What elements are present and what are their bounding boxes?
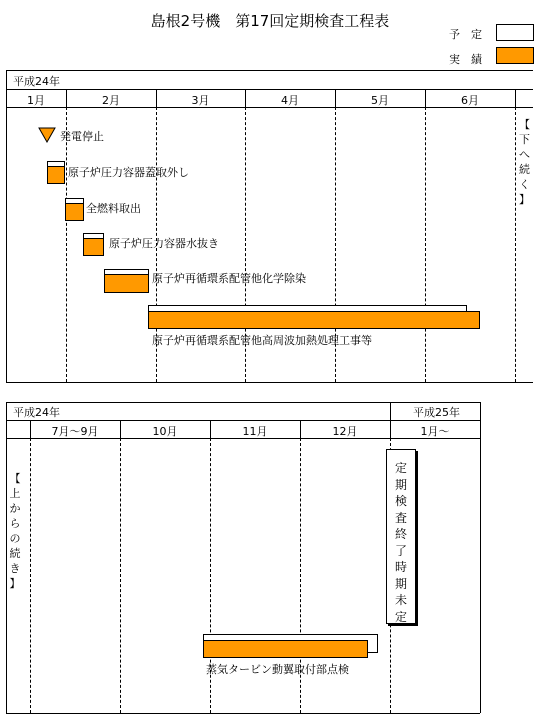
- triangle-marker-icon: [38, 127, 56, 143]
- part2-month-gridline: [30, 438, 31, 713]
- part1-era-divider: [6, 89, 533, 90]
- part2-month-label: 1月～: [420, 425, 450, 438]
- task-actual-bar-decon: [104, 274, 149, 293]
- part1-month-label: 3月: [191, 94, 210, 107]
- part1-month-gridline: [66, 107, 67, 382]
- part2-continue-note: 【 上 か ら の 続 き 】: [9, 472, 21, 590]
- task-actual-bar-turbine: [203, 640, 368, 658]
- part1-month-label: 6月: [461, 94, 479, 107]
- part2-era-divider: [6, 420, 480, 421]
- part2-era-sep: [390, 402, 391, 420]
- part1-month-label: 1月: [27, 94, 45, 107]
- task-actual-bar-induction: [148, 311, 480, 329]
- part2-era-left: 平成24年: [13, 406, 60, 419]
- task-label-stop: 発電停止: [60, 130, 104, 143]
- part1-era: 平成24年: [13, 75, 60, 88]
- legend-plan-label: 予 定: [449, 28, 482, 41]
- legend-actual-label: 実 績: [449, 53, 482, 66]
- part1-month-sep: [515, 89, 516, 107]
- part1-month-label: 5月: [371, 94, 389, 107]
- part2-bottom-border: [6, 713, 480, 714]
- inspection-end-undecided-box: [386, 449, 416, 624]
- part2-month-gridline: [120, 438, 121, 713]
- part2-month-label: 10月: [152, 425, 178, 438]
- part2-top-border: [6, 402, 480, 403]
- part1-month-label: 4月: [281, 94, 299, 107]
- page-title: 島根2号機 第17回定期検査工程表: [150, 12, 390, 30]
- part1-bottom-border: [6, 382, 533, 383]
- part1-top-border: [6, 70, 533, 71]
- task-actual-bar-fuel: [65, 203, 84, 221]
- task-label-fuel: 全燃料取出: [86, 202, 141, 215]
- task-actual-bar-drain: [83, 238, 104, 256]
- task-label-turbine: 蒸気タービン動翼取付部点検: [206, 663, 349, 676]
- part2-era-right: 平成25年: [413, 406, 460, 419]
- part1-left-border: [6, 70, 7, 382]
- task-label-lid: 原子炉圧力容器蓋取外し: [68, 166, 189, 179]
- part1-month-gridline: [425, 107, 426, 382]
- legend-actual-swatch: [496, 47, 534, 64]
- part1-continue-note: 【 下 へ 続 く 】: [519, 118, 530, 206]
- task-label-drain: 原子炉圧力容器水抜き: [109, 237, 219, 250]
- part2-month-label: 7月～9月: [51, 425, 99, 438]
- task-label-decon: 原子炉再循環系配管他化学除染: [152, 272, 306, 285]
- task-actual-bar-lid: [47, 166, 65, 184]
- part2-month-label: 11月: [242, 425, 268, 438]
- inspection-end-undecided-text: 定 期 検 査 終 了 時 期 未 定: [394, 461, 407, 624]
- part1-month-label: 2月: [102, 94, 120, 107]
- part2-right-border: [480, 402, 481, 713]
- task-label-induction: 原子炉再循環系配管他高周波加熱処理工事等: [152, 334, 372, 347]
- part2-month-label: 12月: [332, 425, 358, 438]
- legend-plan-swatch: [496, 24, 534, 41]
